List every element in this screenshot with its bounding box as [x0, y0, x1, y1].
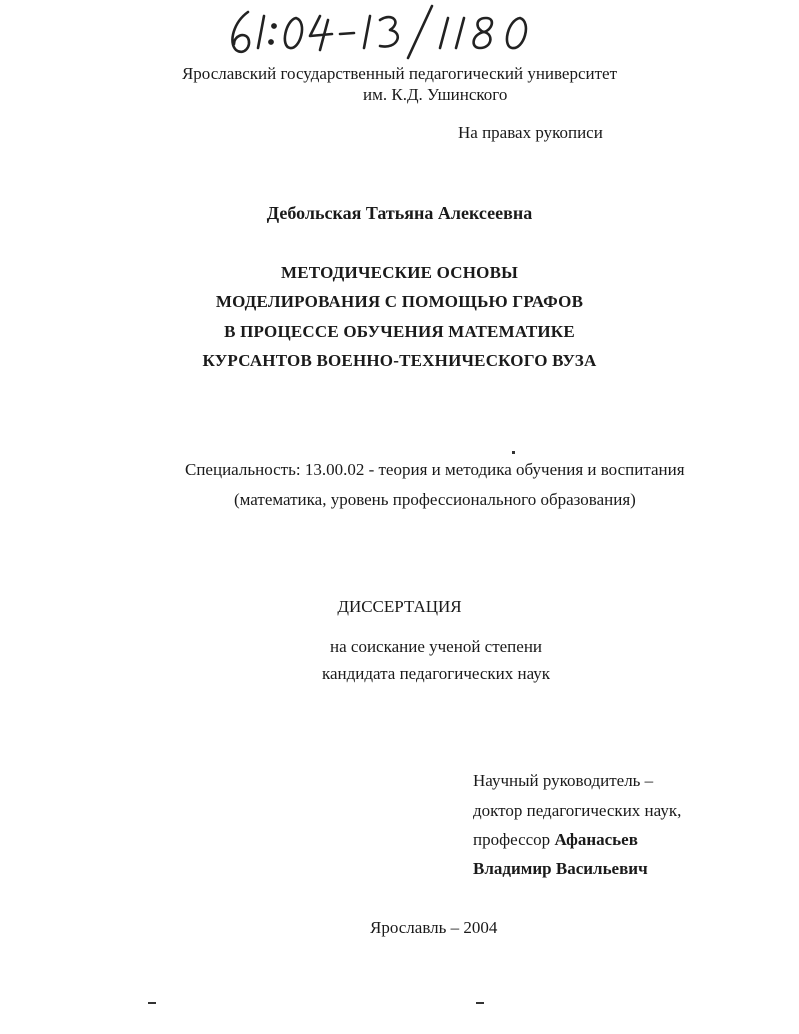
scan-speck	[476, 1002, 484, 1004]
supervisor-surname: Афанасьев	[554, 830, 638, 849]
title-line-2: МОДЕЛИРОВАНИЯ С ПОМОЩЬЮ ГРАФОВ	[215, 292, 584, 311]
title-line-3: В ПРОЦЕССЕ ОБУЧЕНИЯ МАТЕМАТИКЕ	[224, 322, 575, 341]
document-type: ДИССЕРТАЦИЯ	[337, 597, 462, 616]
title-line-1: МЕТОДИЧЕСКИЕ ОСНОВЫ	[280, 263, 518, 282]
author-name: Дебольская Татьяна Алексеевна	[266, 203, 533, 223]
supervisor-degree: доктор педагогических наук,	[473, 801, 682, 820]
degree-line-2: кандидата педагогических наук	[322, 664, 551, 683]
university-named-after: им. К.Д. Ушинского	[363, 85, 508, 104]
handwritten-archive-number	[220, 2, 570, 62]
scan-speck	[512, 451, 515, 454]
specialty-line-1: Специальность: 13.00.02 - теория и методика обучения и воспитания	[185, 460, 685, 479]
university-name: Ярославский государственный педагогический университет	[181, 64, 618, 83]
supervisor-title-name	[473, 830, 638, 850]
title-line-4: КУРСАНТОВ ВОЕННО-ТЕХНИЧЕСКОГО ВУЗА	[202, 351, 597, 370]
degree-line-1: на соискание ученой степени	[330, 637, 543, 656]
manuscript-note: На правах рукописи	[458, 123, 603, 142]
city-year: Ярославль – 2004	[370, 918, 498, 937]
supervisor-label: Научный руководитель –	[473, 771, 654, 790]
supervisor-rank: профессор	[473, 830, 551, 849]
specialty-line-2: (математика, уровень профессионального образования)	[234, 490, 636, 509]
supervisor-given-names: Владимир Васильевич	[473, 859, 648, 878]
scan-speck	[148, 1002, 156, 1004]
